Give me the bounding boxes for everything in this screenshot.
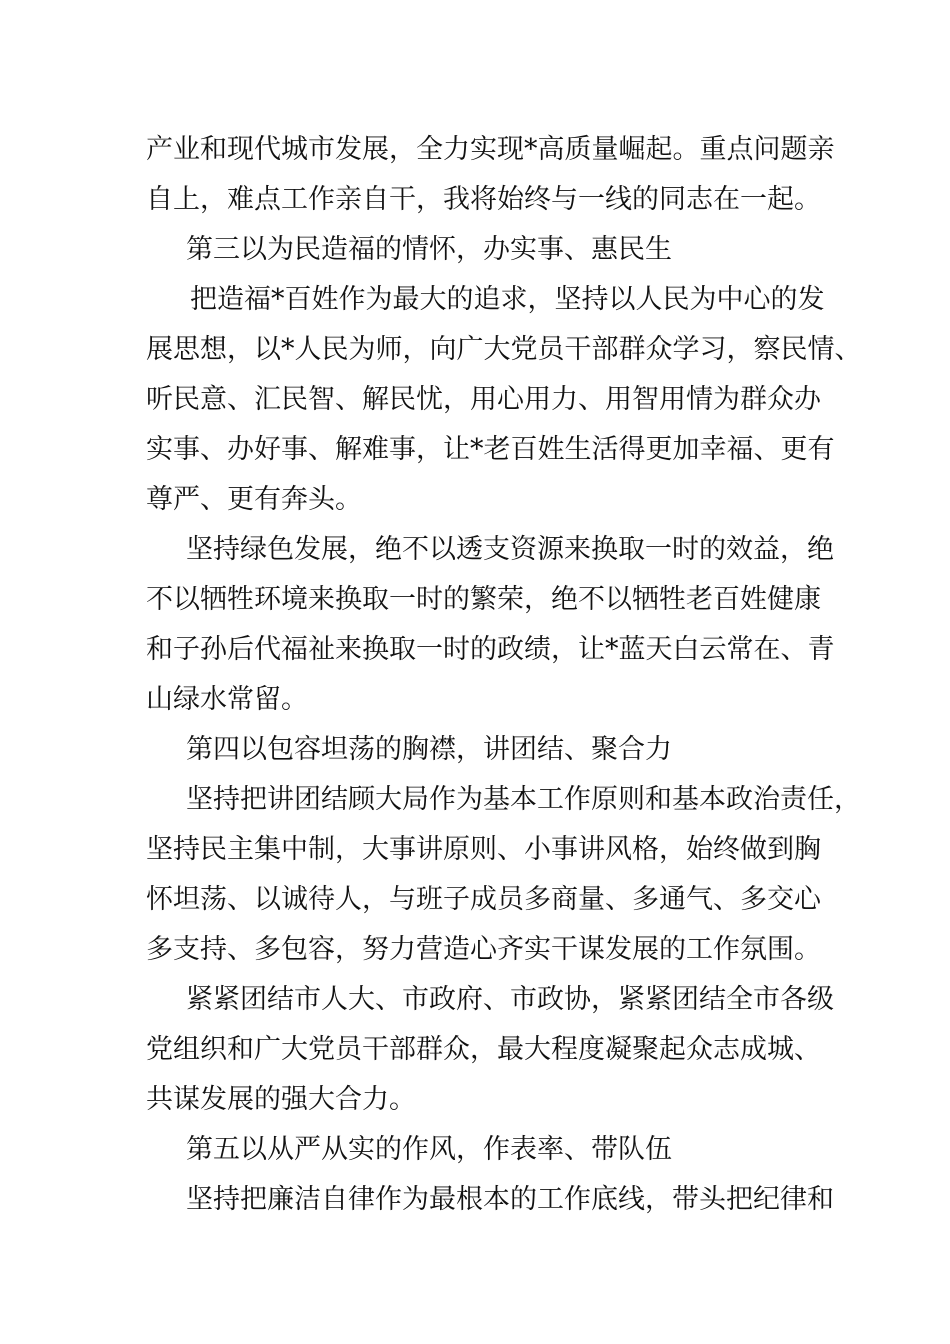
line-text: 第五以从严从实的作风，作表率、带队伍 (186, 1134, 672, 1165)
line-text: 山绿水常留。 (146, 684, 308, 715)
line-text: 尊严、更有奔头。 (146, 484, 362, 515)
line-text: 展思想，以*人民为师，向广大党员干部群众学习，察民情、 (146, 334, 862, 365)
text-line (0, 675, 950, 725)
text-line (0, 525, 950, 575)
line-text: 怀坦荡、以诚待人，与班子成员多商量、多通气、多交心 (146, 884, 821, 915)
line-text: 听民意、汇民智、解民忧，用心用力、用智用情为群众办 (146, 384, 821, 415)
text-line (0, 325, 950, 375)
text-line (0, 925, 950, 975)
text-line (0, 125, 950, 175)
line-text: 产业和现代城市发展，全力实现*高质量崛起。重点问题亲 (146, 134, 835, 165)
line-text: 坚持把廉洁自律作为最根本的工作底线，带头把纪律和 (186, 1184, 834, 1215)
text-line (0, 275, 950, 325)
line-text: 实事、办好事、解难事，让*老百姓生活得更加幸福、更有 (146, 434, 835, 465)
line-text: 和子孙后代福祉来换取一时的政绩，让*蓝天白云常在、青 (146, 634, 835, 665)
text-line (0, 625, 950, 675)
text-line (0, 975, 950, 1025)
section-heading (0, 225, 950, 275)
text-line (0, 475, 950, 525)
text-line (0, 1175, 950, 1225)
line-text: 党组织和广大党员干部群众，最大程度凝聚起众志成城、 (146, 1034, 821, 1065)
text-line (0, 775, 950, 825)
text-line (0, 175, 950, 225)
line-text: 把造福*百姓作为最大的追求，坚持以人民为中心的发 (190, 284, 825, 315)
line-text: 共谋发展的强大合力。 (146, 1084, 416, 1115)
line-text: 紧紧团结市人大、市政府、市政协，紧紧团结全市各级 (186, 984, 834, 1015)
line-text: 第四以包容坦荡的胸襟，讲团结、聚合力 (186, 734, 672, 765)
line-text: 不以牺牲环境来换取一时的繁荣，绝不以牺牲老百姓健康 (146, 584, 821, 615)
text-line (0, 825, 950, 875)
line-text: 坚持绿色发展，绝不以透支资源来换取一时的效益，绝 (186, 534, 834, 565)
line-text: 第三以为民造福的情怀，办实事、惠民生 (186, 234, 672, 265)
text-line (0, 875, 950, 925)
line-text: 坚持把讲团结顾大局作为基本工作原则和基本政治责任， (186, 784, 861, 815)
section-heading (0, 725, 950, 775)
text-line (0, 375, 950, 425)
text-line (0, 1075, 950, 1125)
text-line (0, 575, 950, 625)
line-text: 多支持、多包容，努力营造心齐实干谋发展的工作氛围。 (146, 934, 821, 965)
line-text: 坚持民主集中制，大事讲原则、小事讲风格，始终做到胸 (146, 834, 821, 865)
line-text: 自上，难点工作亲自干，我将始终与一线的同志在一起。 (146, 184, 821, 215)
text-line (0, 425, 950, 475)
section-heading (0, 1125, 950, 1175)
text-line (0, 1025, 950, 1075)
